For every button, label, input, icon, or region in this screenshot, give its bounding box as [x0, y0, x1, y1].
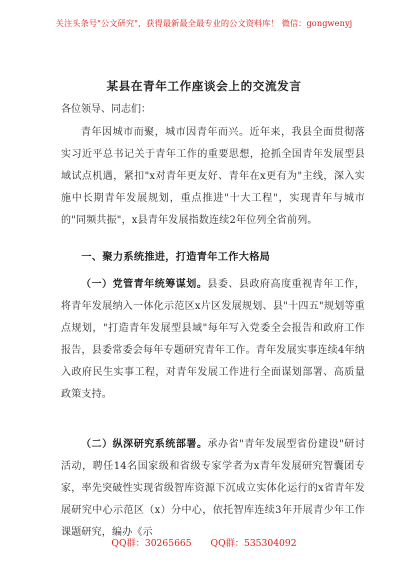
- paragraph-research-deployment: [61, 434, 365, 544]
- footer-contact: [0, 535, 408, 549]
- salutation: 各位领导、同志们：: [61, 104, 151, 115]
- paragraph-body: 县委、县政府高度重视青年工作，将青年发展纳入一体化示范区x片区发展规划、县"十四五"规划等重点规划，"打造青年发展型县域"每年写入党委全会报告和政府工作报告，县委常委会每年专题研究青年工作。青年发展实事连续4年纳入政府民生实事工程，对青年发展工作进行全面谋划部署、高质量政策支持。: [61, 279, 366, 400]
- document-title: 某县在青年工作座谈会上的交流发言: [106, 79, 302, 93]
- paragraph-body: 承办省"青年发展型省份建设"研讨活动，聘任14名国家级和省级专家学者为x青年发展研究智囊团专家，率先突破性实现省级智库资源下沉成立实体化运行的x省青年发展研究中心示范区（x）分中心，依托智库连续3年开展青少年工作课题研究，编办《示: [61, 439, 365, 538]
- paragraph-lead: （一）党管青年统筹谋划。: [81, 279, 208, 290]
- paragraph-lead: （二）纵深研究系统部署。: [81, 439, 208, 450]
- paragraph-intro: 青年因城市而聚，城市因青年而兴。近年来，我县全面贯彻落实习近平总书记关于青年工作的重要思想，抢抓全国青年发展型县域试点机遇，紧扣"x对青年更友好、青年在x更有为"主线，深入实施中长期青年发展规划，重点推进"十大工程"，实现青年与城市的"同频共振"，x县青年发展指数连续2年位列全省前列。: [61, 127, 365, 226]
- paragraph-party-leadership: [61, 274, 365, 406]
- section-heading-1: 一、聚力系统推进，打造青年工作大格局: [81, 251, 271, 263]
- header-promo-text: 关注头条号"公文研究"，获得最新最全最专业的公文资料库！ 微信：gongwenyj: [55, 18, 353, 28]
- footer-qq-group-1: QQ群：30265665: [111, 538, 192, 549]
- footer-qq-group-2: QQ群：535304092: [210, 538, 297, 549]
